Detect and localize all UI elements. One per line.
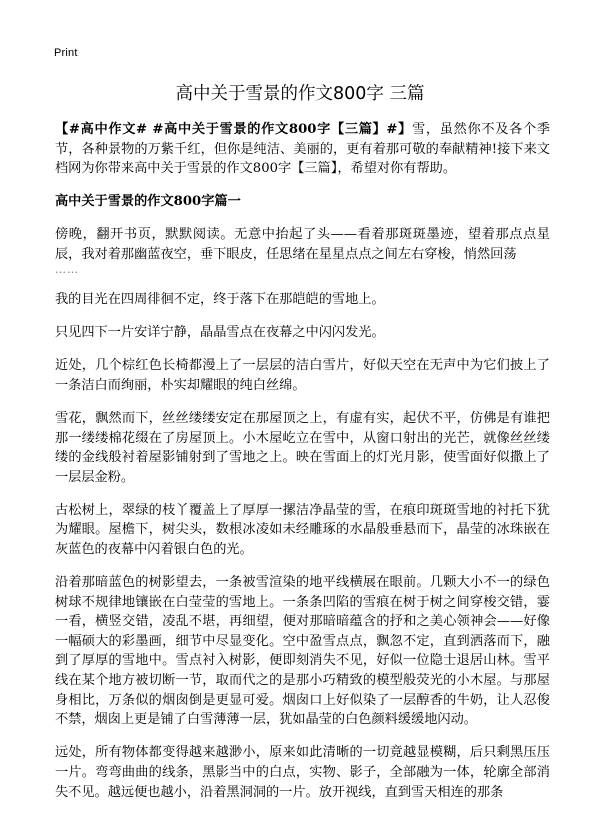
page-title: 高中关于雪景的作文800字 三篇	[175, 84, 425, 104]
paragraph-1-text: 傍晚，翻开书页，默默阅读。无意中抬起了头——看着那斑斑墨迹，望着那点点星辰，我对着那幽蓝夜空，垂下眼皮，任思绪在星星点点之间左右穿梭，悄然回荡	[55, 227, 550, 262]
paragraph-2: 我的目光在四周徘徊不定，终于落下在那皑皑的雪地上。	[55, 292, 385, 308]
paragraph-4: 近处，几个棕红色长椅都漫上了一层层的洁白雪片，好似天空在无声中为它们披上了一条洁白而绚丽，朴实却耀眼的纯白丝绵。	[55, 358, 550, 393]
section-heading: 高中关于雪景的作文800字篇一	[55, 194, 241, 210]
paragraph-6: 古松树上，翠绿的枝丫覆盖上了厚厚一摞洁净晶莹的雪，在痕印斑斑雪地的衬托下犹为耀眼。屋檐下，树尖头，数根冰凌如未经雕琢的水晶般垂悬而下，晶莹的冰珠嵌在灰蓝色的夜幕中闪着银白色的光。	[55, 502, 550, 557]
intro-tags: 【#高中作文# #高中关于雪景的作文800字【三篇】#】	[55, 122, 413, 137]
intro-text: 雪，虽然你不及各个季节，各种景物的万紫千红，但你是纯洁、美丽的，更有着那可敬的奉献精神!接下来文档网为你带来高中关于雪景的作文800字【三篇】，希望对你有帮助。	[55, 122, 550, 177]
ellipsis-text: ……	[55, 262, 79, 276]
article-body	[55, 120, 550, 816]
paragraph-1	[55, 225, 550, 276]
intro-paragraph	[55, 120, 550, 179]
print-label[interactable]: Print	[54, 47, 78, 59]
paragraph-7: 沿着那暗蓝色的树影望去，一条被雪渲染的地平线横展在眼前。几颗大小不一的绿色树球不规律地镶嵌在白莹莹的雪地上。一条条凹陷的雪痕在树于树之间穿梭交错，霎一看，横竖交错，凌乱不堪，再细望，便对那暗暗蕴含的抒和之美心领神会——好像一幅硕大的彩墨画，细节中尽显变化。空中盈雪点点，飘忽不定，直到洒落而下，融到了厚厚的雪地中。雪点衬入树影，便即刻消失不见，好似一位隐士退居山林。雪平线在某个地方被切断一节，取而代之的是那小巧精致的模型般荧光的小木屋。与那屋身相比，万条似的烟囱倒是更显可爱。烟囱口上好似染了一层醇香的牛奶，让人忍俊不禁，烟囱上更是铺了白雪薄薄一层，犹如晶莹的白色颜料缓缓地闪动。	[55, 575, 550, 728]
paragraph-3: 只见四下一片安详宁静，晶晶雪点在夜幕之中闪闪发光。	[55, 325, 385, 341]
paragraph-8: 远处，所有物体都变得越来越渺小，原来如此清晰的一切竟越显模糊，后只剩黑压压一片。弯弯曲曲的线条，黑影当中的白点，实物、影子，全部融为一体，轮廓全部消失不见。越远便也越小，沿着黑洞洞的一片。放开视线，直到雪天相连的那条	[55, 745, 550, 800]
paragraph-5: 雪花，飘然而下，丝丝缕缕安定在那屋顶之上，有虚有实，起伏不平，仿佛是有谁把那一缕缕棉花缀在了房屋顶上。小木屋屹立在雪中，从窗口射出的光芒，就像丝丝缕缕的金线般衬着屋影铺射到了雪地之上。映在雪面上的灯光月影，使雪面好似撒上了一层层金粉。	[55, 410, 550, 485]
